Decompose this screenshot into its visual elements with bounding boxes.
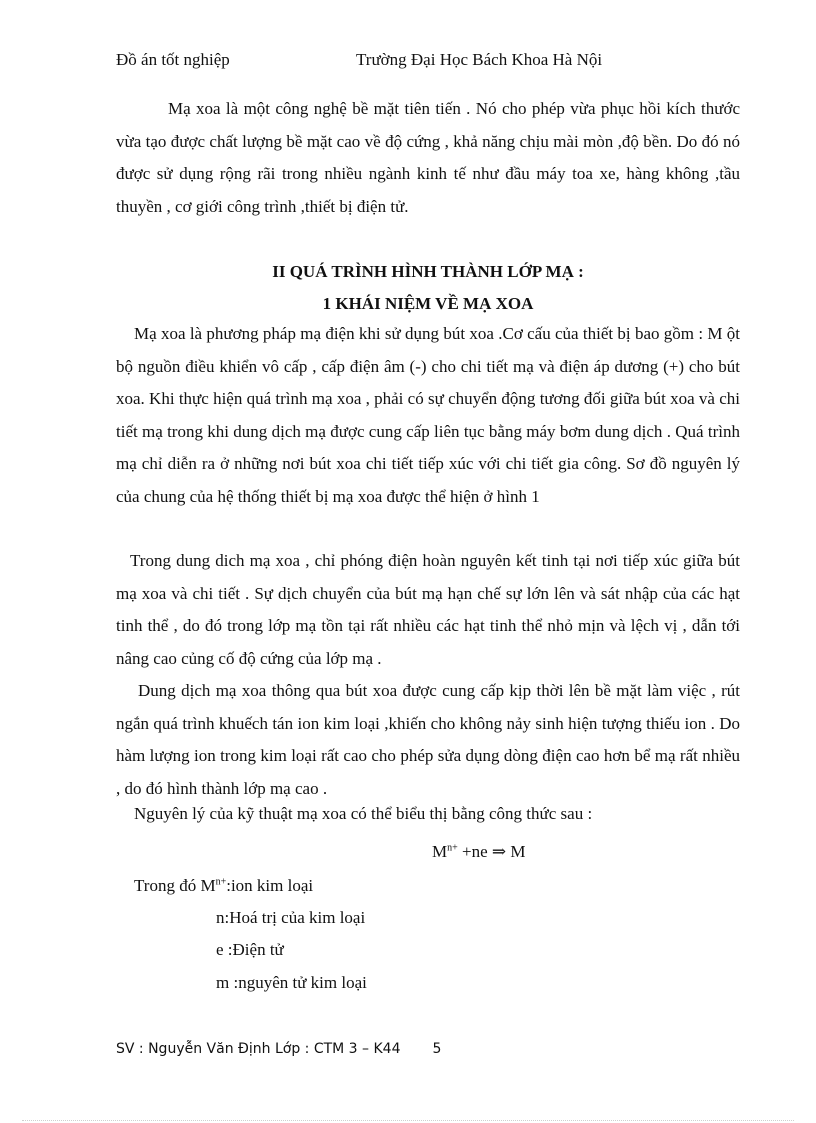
definition-intro [134, 876, 313, 896]
subsection-heading: 1 KHÁI NIỆM VỀ MẠ XOA [322, 294, 534, 313]
definition-suffix: :ion kim loại [226, 876, 314, 895]
intro-paragraph: Mạ xoa là một công nghệ bề mặt tiên tiến . Nó cho phép vừa phục hồi kích thước vừa tạo được chất lượng bề mặt cao về độ cứng , khả năng chịu mài mòn ,độ bền. Do đó nó được sử dụng rộng rãi trong nhiều ngành kinh tế như đầu máy toa xe, hàng không ,tầu thuyền , cơ giới công trình ,thiết bị điện tử. [116, 99, 740, 216]
discharge-paragraph: Trong dung dich mạ xoa , chỉ phóng điện hoàn nguyên kết tinh tại nơi tiếp xúc giữa bút mạ xoa và chi tiết . Sự dịch chuyển của bút mạ hạn chế sự lớn lên và sát nhập của các hạt tinh thể , do đó trong lớp mạ tồn tại rất nhiều các hạt tinh thể nhỏ mịn và lệch vị , dẫn tới nâng cao củng cố độ cứng của lớp mạ . [116, 551, 740, 668]
definition-superscript: n+ [215, 876, 227, 888]
reaction-formula [432, 842, 526, 862]
section-heading: II QUÁ TRÌNH HÌNH THÀNH LỚP MẠ : [272, 262, 584, 281]
footer-student: SV : Nguyễn Văn Định Lớp : CTM 3 – K44 [116, 1041, 401, 1057]
formula-superscript: n+ [447, 842, 458, 854]
definition-item: e :Điện tử [216, 940, 284, 959]
page-footer [116, 1041, 441, 1057]
formula-rest: +ne ⇒ M [457, 842, 526, 861]
page-number: 5 [432, 1041, 442, 1057]
header-left: Đồ án tốt nghiệp [116, 50, 230, 69]
concept-paragraph: Mạ xoa là phương pháp mạ điện khi sử dụng bút xoa .Cơ cấu của thiết bị bao gồm : M ột bộ nguồn điều khiển vô cấp , cấp điện âm (-) cho chi tiết mạ và điện áp dương (+) cho bút xoa. Khi thực hiện quá trình mạ xoa , phải có sự chuyển động tương đối giữa bút xoa và chi tiết mạ trong khi dung dịch mạ được cung cấp liên tục bằng máy bơm dung dịch . Quá trình mạ chỉ diễn ra ở những nơi bút xoa chi tiết tiếp xúc với chi tiết gia công. Sơ đồ nguyên lý của chung của hệ thống thiết bị mạ xoa được thể hiện ở hình 1 [116, 324, 740, 506]
header-right: Trường Đại Học Bách Khoa Hà Nội [356, 50, 603, 69]
definition-item: m :nguyên tử kim loại [216, 973, 367, 992]
page-bottom-divider [22, 1120, 794, 1121]
formula-base: M [432, 842, 448, 861]
definition-item: n:Hoá trị của kim loại [216, 908, 366, 927]
solution-paragraph: Dung dịch mạ xoa thông qua bút xoa được cung cấp kịp thời lên bề mặt làm việc , rút ngắn quá trình khuếch tán ion kim loại ,khiến cho không nảy sinh hiện tượng thiếu ion . Do hàm lượng ion trong kim loại rất cao cho phép sửa dụng dòng điện cao hơn bể mạ rất nhiều , do đó hình thành lớp mạ cao . [116, 681, 740, 798]
definition-prefix: Trong đó M [134, 876, 216, 895]
principle-line: Nguyên lý của kỹ thuật mạ xoa có thể biểu thị bằng công thức sau : [134, 804, 593, 823]
